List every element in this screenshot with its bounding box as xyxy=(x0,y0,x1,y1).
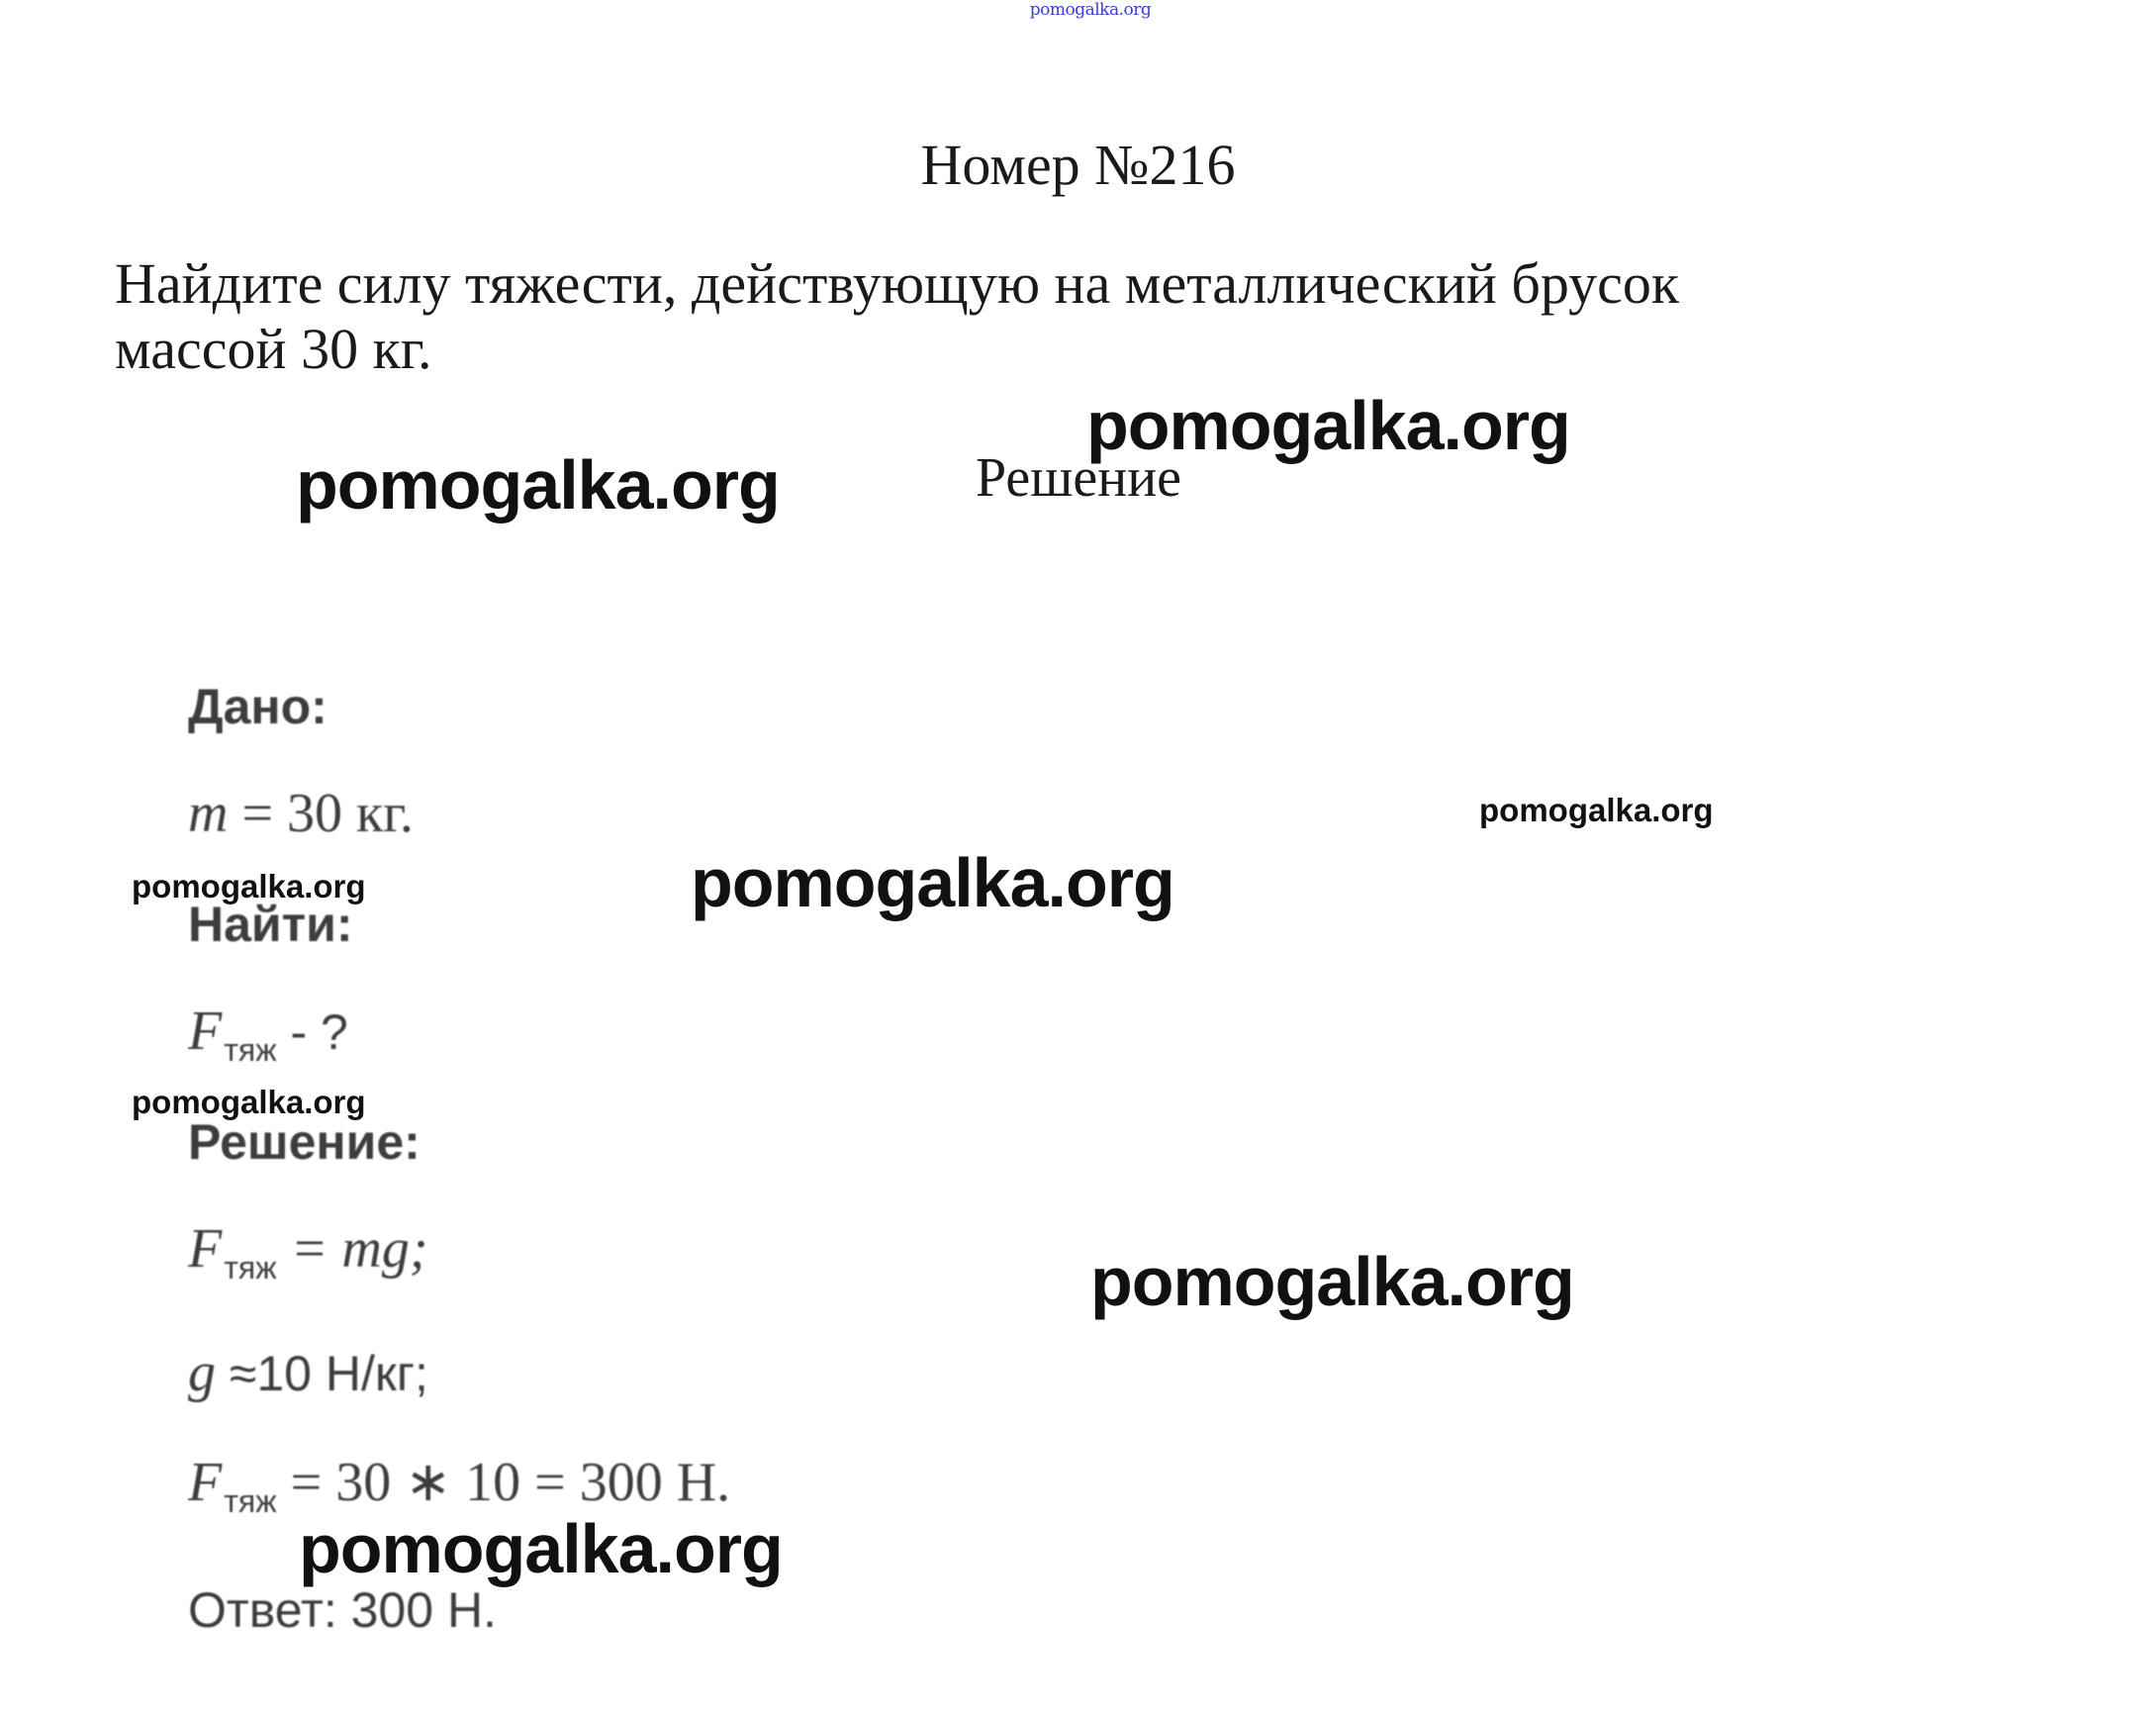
g-rest: ≈10 Н/кг; xyxy=(216,1346,428,1401)
given-mass xyxy=(188,782,414,845)
watermark: pomogalka.org xyxy=(1086,387,1570,464)
watermark: pomogalka.org xyxy=(299,1510,783,1587)
problem-text: Найдите силу тяжести, действующую на металлический брусок массой 30 кг. xyxy=(115,251,1680,381)
find-rest: - ? xyxy=(276,1004,348,1060)
solution-heading: Решение xyxy=(976,447,1182,509)
watermark: pomogalka.org xyxy=(296,446,780,524)
formula-sub: тяж xyxy=(224,1250,277,1286)
solution-label: Решение: xyxy=(188,1114,421,1170)
watermark: pomogalka.org xyxy=(691,844,1174,921)
g-line xyxy=(188,1341,428,1404)
calc-var: F xyxy=(188,1452,223,1513)
calc-rest: = 30 ∗ 10 = 300 Н. xyxy=(276,1452,731,1513)
watermark: pomogalka.org xyxy=(1090,1243,1574,1320)
given-mass-value: = 30 кг. xyxy=(228,783,414,844)
find-quantity xyxy=(188,1000,348,1069)
g-var: g xyxy=(188,1342,216,1403)
formula-line xyxy=(188,1217,428,1286)
page-title: Номер №216 xyxy=(920,133,1236,197)
find-var: F xyxy=(188,1000,223,1062)
given-mass-var: m xyxy=(188,783,229,844)
watermark: pomogalka.org xyxy=(132,1084,366,1120)
answer-line: Ответ: 300 Н. xyxy=(188,1582,497,1638)
calc-sub: тяж xyxy=(224,1483,277,1519)
find-sub: тяж xyxy=(224,1032,277,1068)
find-label: Найти: xyxy=(188,897,353,952)
formula-var: F xyxy=(188,1218,223,1280)
formula-rest: = mg; xyxy=(276,1218,428,1280)
site-link[interactable]: pomogalka.org xyxy=(1029,0,1152,20)
given-label: Дано: xyxy=(188,679,328,734)
watermark: pomogalka.org xyxy=(132,868,366,905)
watermark: pomogalka.org xyxy=(1479,792,1714,828)
